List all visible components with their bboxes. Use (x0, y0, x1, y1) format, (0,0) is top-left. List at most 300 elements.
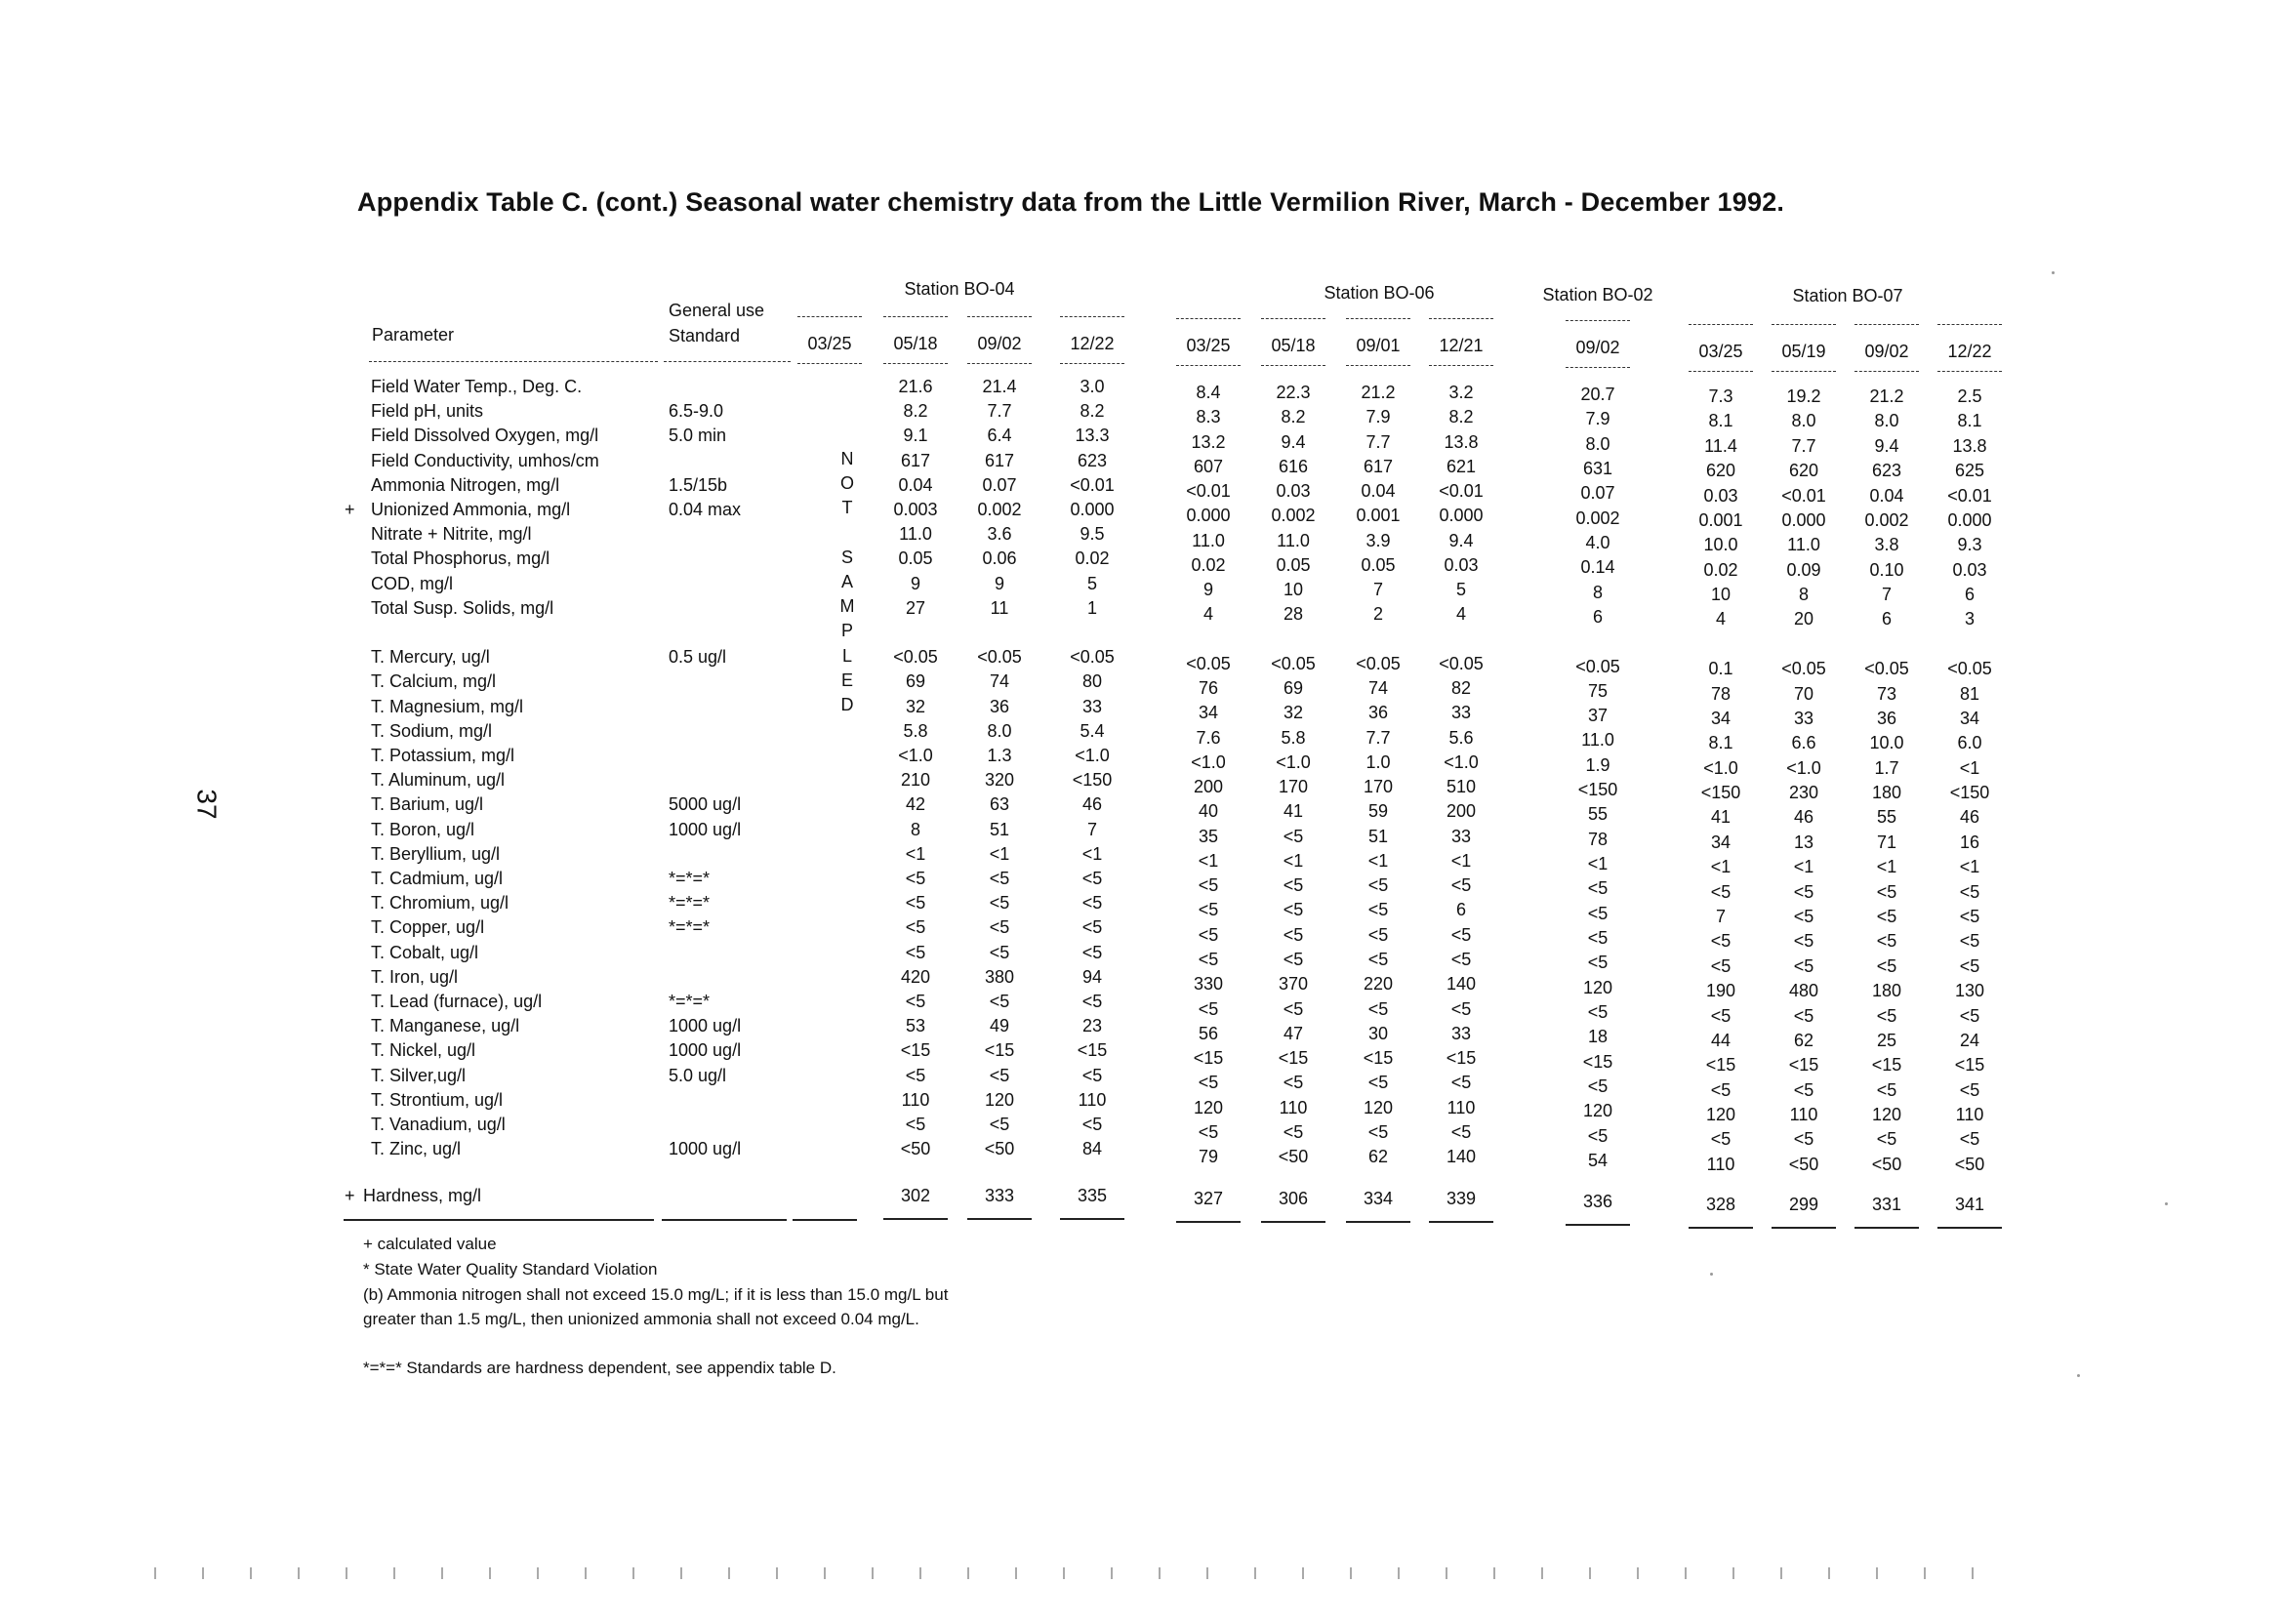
table-cell: <0.05 (1864, 659, 1909, 679)
table-cell: <5 (1198, 949, 1219, 969)
table-cell: 0.03 (1703, 485, 1738, 506)
table-cell: <5 (1793, 1129, 1814, 1150)
table-cell: <5 (1587, 1076, 1609, 1096)
not-sampled-letter: A (840, 572, 854, 591)
table-cell: 334 (1363, 1189, 1394, 1208)
parameter-cell: T. Aluminum, ug/l (371, 770, 506, 791)
parameter-cell: Ammonia Nitrogen, mg/l (371, 474, 560, 495)
table-cell: <5 (1450, 998, 1472, 1019)
table-cell: 33 (1081, 696, 1103, 716)
scan-tick (1637, 1567, 1639, 1579)
table-cell: <15 (1582, 1051, 1613, 1072)
table-cell: 59 (1367, 801, 1389, 822)
table-cell: <5 (905, 1065, 926, 1085)
table-cell: 34 (1710, 832, 1732, 852)
table-cell: 0.000 (1070, 500, 1115, 519)
table-cell: 7.7 (987, 401, 1012, 422)
scan-tick (489, 1567, 491, 1579)
table-cell: 24 (1959, 1030, 1980, 1050)
table-cell: 74 (989, 671, 1010, 692)
parameter-cell: T. Nickel, ug/l (371, 1040, 476, 1061)
table-cell: 110 (1955, 1105, 1984, 1125)
table-cell: <1 (1959, 757, 1980, 778)
table-cell: <0.05 (1439, 653, 1484, 673)
table-cell: 41 (1283, 801, 1304, 822)
table-cell: <5 (1876, 1005, 1897, 1026)
table-cell: 6.6 (1791, 733, 1816, 753)
rule (1261, 1221, 1325, 1223)
table-cell: 8.1 (1708, 733, 1733, 753)
table-cell: 8.0 (1791, 411, 1816, 431)
table-cell: 81 (1959, 683, 1980, 704)
scan-tick (298, 1567, 300, 1579)
not-sampled-letter: E (840, 670, 854, 690)
table-cell: 2 (1372, 604, 1384, 625)
table-cell: <5 (905, 942, 926, 962)
table-cell: <5 (1959, 881, 1980, 902)
table-cell: 11.4 (1704, 435, 1737, 456)
table-cell: <1.0 (1444, 751, 1479, 772)
table-cell: <15 (1278, 1048, 1309, 1069)
table-cell: <5 (1367, 875, 1389, 896)
table-cell: 62 (1367, 1147, 1389, 1167)
scan-tick (728, 1567, 730, 1579)
table-cell: 617 (1363, 456, 1394, 476)
parameter-cell: T. Barium, ug/l (371, 794, 484, 815)
not-sampled-letter: N (840, 449, 854, 468)
parameter-cell: Total Phosphorus, mg/l (371, 548, 550, 569)
parameter-cell: T. Boron, ug/l (371, 819, 475, 839)
column-header-date: 09/02 (977, 334, 1022, 353)
scan-tick (1876, 1567, 1878, 1579)
table-cell: <5 (1081, 1115, 1103, 1134)
table-cell: <5 (905, 893, 926, 914)
table-cell: 331 (1871, 1195, 1902, 1214)
table-cell: <1 (1283, 850, 1304, 871)
table-cell: <5 (1876, 1129, 1897, 1150)
header-dash (369, 361, 658, 362)
table-cell: <1 (905, 843, 926, 864)
table-cell: 621 (1446, 456, 1477, 476)
table-cell: 7 (1881, 585, 1893, 605)
scan-tick (1828, 1567, 1830, 1579)
table-cell: 380 (984, 966, 1015, 987)
table-cell: <5 (1367, 1121, 1389, 1142)
table-cell: 8.2 (1448, 407, 1474, 427)
table-cell: 607 (1193, 456, 1224, 476)
header-dash (883, 316, 948, 317)
table-cell: <5 (1198, 900, 1219, 920)
header-dash (1176, 318, 1241, 319)
table-cell: 5.8 (903, 720, 928, 741)
table-cell: <5 (1367, 900, 1389, 920)
parameter-cell: T. Vanadium, ug/l (371, 1115, 506, 1134)
table-cell: <1 (1198, 850, 1219, 871)
table-cell: <0.01 (1070, 474, 1115, 495)
table-cell: <5 (1283, 875, 1304, 896)
table-cell: <5 (1081, 869, 1103, 888)
table-cell: 11.0 (1192, 530, 1225, 550)
standard-cell: *=*=* (669, 917, 711, 938)
table-cell: <5 (1587, 903, 1609, 923)
table-cell: 51 (1367, 826, 1389, 846)
scan-tick (1159, 1567, 1161, 1579)
parameter-cell: T. Sodium, mg/l (371, 720, 493, 741)
not-sampled-letter: L (841, 645, 853, 666)
table-cell: 40 (1198, 801, 1219, 822)
table-cell: <15 (1705, 1055, 1736, 1076)
table-cell: <1 (1450, 850, 1472, 871)
table-cell: <15 (1193, 1048, 1224, 1069)
scan-tick (1924, 1567, 1926, 1579)
station-header: Station BO-06 (1324, 283, 1435, 303)
header-dash (1566, 320, 1630, 321)
standard-header: General use (669, 301, 765, 320)
table-cell: 78 (1710, 683, 1732, 704)
parameter-header: Parameter (372, 325, 455, 345)
scan-tick (441, 1567, 443, 1579)
table-cell: 47 (1283, 1023, 1304, 1043)
column-header-date: 12/21 (1439, 336, 1484, 355)
table-cell: 3.8 (1874, 535, 1899, 555)
table-cell: <5 (1081, 1065, 1103, 1085)
header-dash (1566, 367, 1630, 368)
table-cell: <5 (1793, 906, 1814, 926)
scan-tick (1972, 1567, 1974, 1579)
scan-tick (1589, 1567, 1591, 1579)
rule (1176, 1221, 1241, 1223)
table-cell: 620 (1788, 461, 1819, 481)
table-cell: <15 (900, 1040, 931, 1061)
table-cell: 1 (1086, 597, 1098, 618)
table-cell: 8.0 (1874, 411, 1899, 431)
table-cell: <0.05 (1186, 653, 1231, 673)
parameter-cell: T. Iron, ug/l (371, 966, 459, 987)
table-cell: 0.05 (898, 548, 933, 569)
table-cell: 34 (1959, 708, 1980, 728)
table-cell: 327 (1193, 1189, 1224, 1208)
standard-cell: 0.04 max (669, 500, 742, 519)
table-cell: 11 (990, 597, 1009, 618)
table-cell: 63 (989, 794, 1010, 815)
table-cell: 8.1 (1957, 411, 1982, 431)
station-header: Station BO-04 (904, 279, 1015, 299)
table-cell: 210 (900, 770, 931, 791)
scan-tick (1446, 1567, 1447, 1579)
table-cell: 33 (1793, 708, 1814, 728)
table-cell: <15 (1446, 1048, 1477, 1069)
table-cell: 53 (905, 1016, 926, 1036)
table-title: Appendix Table C. (cont.) Seasonal water chemistry data from the Little Vermilion River, March - December 1992. (357, 187, 1785, 217)
table-cell: 10 (1710, 585, 1732, 605)
table-cell: 120 (1871, 1105, 1902, 1125)
header-dash (1176, 365, 1241, 366)
header-dash (1060, 363, 1124, 364)
table-cell: <5 (1283, 1121, 1304, 1142)
standard-cell: 0.5 ug/l (669, 647, 727, 668)
rule (793, 1219, 857, 1221)
table-cell: 0.07 (1580, 483, 1615, 504)
not-sampled-letter: M (839, 596, 855, 617)
table-cell: 7.9 (1585, 409, 1610, 429)
table-cell: <0.01 (1781, 485, 1826, 506)
table-cell: 55 (1587, 804, 1609, 825)
table-cell: <5 (1367, 924, 1389, 945)
scan-tick (1685, 1567, 1687, 1579)
column-header-date: 09/02 (1575, 338, 1620, 357)
standard-cell: 1000 ug/l (669, 819, 742, 839)
table-cell: <1 (1876, 857, 1897, 877)
table-cell: <0.05 (1947, 659, 1992, 679)
table-cell: <5 (1198, 924, 1219, 945)
table-cell: 69 (1283, 678, 1304, 699)
table-cell: 0.14 (1580, 557, 1615, 578)
table-cell: 190 (1705, 981, 1736, 1001)
table-cell: <5 (1710, 1129, 1732, 1150)
header-dash (1261, 365, 1325, 366)
scan-tick (967, 1567, 969, 1579)
table-cell: 9 (910, 573, 921, 593)
scan-tick (1493, 1567, 1495, 1579)
table-cell: <5 (1198, 998, 1219, 1019)
not-sampled-letter: T (841, 498, 853, 518)
table-cell: 6 (1881, 609, 1893, 629)
table-cell: 110 (1706, 1154, 1735, 1174)
parameter-cell: T. Lead (furnace), ug/l (371, 992, 543, 1011)
rule (344, 1219, 654, 1221)
table-cell: <1.0 (898, 746, 933, 765)
table-cell: <5 (1587, 953, 1609, 973)
table-cell: <5 (1081, 917, 1103, 938)
table-cell: 54 (1587, 1150, 1609, 1170)
scan-tick (1732, 1567, 1734, 1579)
table-cell: 9 (994, 573, 1005, 593)
table-cell: <5 (1587, 1125, 1609, 1146)
table-cell: 631 (1582, 458, 1613, 478)
table-cell: 18 (1587, 1027, 1609, 1047)
table-cell: 180 (1871, 981, 1902, 1001)
table-cell: 21.2 (1361, 383, 1396, 402)
table-cell: 7 (1372, 580, 1384, 600)
table-cell: 7 (1086, 819, 1098, 839)
table-cell: 0.03 (1444, 554, 1479, 575)
table-cell: 5 (1455, 580, 1467, 600)
parameter-cell: T. Silver,ug/l (371, 1065, 467, 1085)
rule (662, 1219, 787, 1221)
table-cell: <0.05 (1575, 656, 1620, 676)
table-cell: 34 (1198, 703, 1219, 723)
table-cell: 5.8 (1281, 727, 1306, 748)
table-cell: 74 (1367, 678, 1389, 699)
scan-tick (250, 1567, 252, 1579)
table-cell: 8 (1592, 582, 1604, 602)
table-cell: 5.4 (1080, 720, 1105, 741)
rule (1566, 1224, 1630, 1226)
table-cell: <5 (1283, 924, 1304, 945)
table-cell: 22.3 (1276, 383, 1311, 402)
table-cell: 0.002 (977, 500, 1022, 519)
table-cell: 140 (1446, 974, 1477, 995)
table-cell: <50 (984, 1139, 1015, 1159)
scan-tick (680, 1567, 682, 1579)
table-cell: 0.001 (1356, 506, 1401, 526)
table-cell: <5 (989, 992, 1010, 1011)
standard-cell: 6.5-9.0 (669, 401, 724, 422)
table-cell: 0.002 (1864, 509, 1909, 530)
scan-tick (1541, 1567, 1543, 1579)
table-cell: <5 (1710, 955, 1732, 976)
table-cell: 21.4 (982, 377, 1017, 396)
table-cell: <0.05 (893, 647, 938, 668)
table-cell: 333 (984, 1186, 1015, 1205)
table-cell: <150 (1577, 780, 1618, 800)
table-cell: 7.6 (1196, 727, 1221, 748)
table-cell: 9.4 (1448, 530, 1474, 550)
table-cell: 37 (1587, 706, 1609, 726)
table-cell: 41 (1710, 807, 1732, 828)
table-cell: 130 (1954, 981, 1985, 1001)
table-cell: <5 (1959, 1079, 1980, 1100)
table-cell: 71 (1876, 832, 1897, 852)
table-cell: 0.04 (898, 474, 933, 495)
table-cell: 21.2 (1869, 386, 1904, 406)
parameter-cell: T. Potassium, mg/l (371, 746, 515, 765)
table-cell: 23 (1081, 1016, 1103, 1036)
table-cell: <5 (1710, 881, 1732, 902)
row-mark: + (345, 1186, 355, 1205)
standard-cell: 1000 ug/l (669, 1016, 742, 1036)
table-cell: 110 (901, 1089, 930, 1110)
table-cell: 3.2 (1448, 383, 1474, 402)
column-header-date: 05/19 (1781, 342, 1826, 361)
table-cell: <1 (989, 843, 1010, 864)
table-cell: <5 (989, 893, 1010, 914)
table-cell: <5 (1081, 942, 1103, 962)
table-cell: <5 (1959, 1005, 1980, 1026)
table-cell: <5 (989, 1115, 1010, 1134)
column-header-date: 09/01 (1356, 336, 1401, 355)
table-cell: <5 (1587, 878, 1609, 899)
table-cell: 306 (1278, 1189, 1309, 1208)
table-cell: <5 (1198, 875, 1219, 896)
table-cell: 8 (1798, 585, 1810, 605)
table-cell: <5 (1283, 1073, 1304, 1093)
table-cell: 120 (1193, 1097, 1224, 1117)
scan-tick (346, 1567, 347, 1579)
table-cell: 0.04 (1361, 481, 1396, 502)
standard-cell: *=*=* (669, 992, 711, 1011)
table-cell: <5 (1367, 949, 1389, 969)
parameter-cell: T. Chromium, ug/l (371, 893, 509, 914)
table-cell: 0.04 (1869, 485, 1904, 506)
table-cell: 110 (1789, 1105, 1818, 1125)
parameter-cell: T. Mercury, ug/l (371, 647, 490, 668)
table-cell: <5 (1587, 928, 1609, 949)
standard-cell: 5.0 ug/l (669, 1065, 727, 1085)
column-header-date: 03/25 (807, 334, 852, 353)
table-cell: 299 (1788, 1195, 1819, 1214)
standard-cell: 1000 ug/l (669, 1139, 742, 1159)
table-cell: <5 (1710, 1079, 1732, 1100)
parameter-cell: COD, mg/l (371, 573, 454, 593)
not-sampled-letter: P (840, 621, 854, 641)
scan-tick (1254, 1567, 1256, 1579)
table-cell: 28 (1283, 604, 1304, 625)
table-cell: 21.6 (898, 377, 933, 396)
scan-speck (1710, 1273, 1713, 1276)
table-cell: 79 (1198, 1147, 1219, 1167)
table-cell: <5 (1876, 931, 1897, 952)
table-cell: <5 (1081, 893, 1103, 914)
table-cell: 120 (1582, 1101, 1613, 1121)
table-cell: 13 (1793, 832, 1814, 852)
table-cell: <5 (1959, 931, 1980, 952)
scan-tick (202, 1567, 204, 1579)
parameter-cell: T. Zinc, ug/l (371, 1139, 462, 1159)
parameter-cell: Hardness, mg/l (363, 1186, 482, 1205)
table-cell: <5 (905, 1115, 926, 1134)
table-cell: 4 (1455, 604, 1467, 625)
table-cell: 82 (1450, 678, 1472, 699)
table-cell: 8.0 (1585, 433, 1610, 454)
scan-tick (585, 1567, 587, 1579)
table-cell: <50 (900, 1139, 931, 1159)
table-cell: <50 (1278, 1147, 1309, 1167)
table-cell: 140 (1446, 1147, 1477, 1167)
table-cell: <15 (1363, 1048, 1394, 1069)
table-cell: 110 (1279, 1097, 1308, 1117)
table-cell: 620 (1705, 461, 1736, 481)
table-cell: <0.01 (1186, 481, 1231, 502)
table-cell: <5 (1959, 906, 1980, 926)
table-cell: 8.0 (987, 720, 1012, 741)
table-cell: 44 (1710, 1030, 1732, 1050)
table-cell: 0.02 (1191, 554, 1226, 575)
column-header-date: 03/25 (1698, 342, 1743, 361)
table-cell: <1.0 (1075, 746, 1110, 765)
column-header-date: 03/25 (1186, 336, 1231, 355)
table-cell: <5 (1959, 1129, 1980, 1150)
table-cell: 120 (1705, 1105, 1736, 1125)
table-cell: 46 (1959, 807, 1980, 828)
standard-cell: 5.0 min (669, 426, 727, 446)
scan-tick (1111, 1567, 1113, 1579)
table-cell: 7.7 (1365, 727, 1391, 748)
table-cell: 27 (905, 597, 926, 618)
table-cell: 6 (1592, 606, 1604, 627)
parameter-cell: T. Cobalt, ug/l (371, 942, 479, 962)
table-cell: 625 (1954, 461, 1985, 481)
parameter-cell: Field Dissolved Oxygen, mg/l (371, 426, 599, 446)
table-cell: <1 (1793, 857, 1814, 877)
header-dash (967, 316, 1032, 317)
table-cell: <5 (1367, 998, 1389, 1019)
table-cell: 0.001 (1698, 509, 1743, 530)
table-cell: <0.01 (1947, 485, 1992, 506)
parameter-cell: Field Conductivity, umhos/cm (371, 450, 599, 470)
rule (1346, 1221, 1410, 1223)
table-cell: 0.002 (1271, 506, 1316, 526)
table-cell: <15 (1788, 1055, 1819, 1076)
table-cell: 120 (984, 1089, 1015, 1110)
parameter-cell: T. Manganese, ug/l (371, 1016, 520, 1036)
table-cell: 25 (1876, 1030, 1897, 1050)
table-cell: 33 (1450, 826, 1472, 846)
table-cell: <1 (1710, 857, 1732, 877)
table-cell: 56 (1198, 1023, 1219, 1043)
rule (1429, 1221, 1493, 1223)
table-cell: 200 (1446, 801, 1477, 822)
